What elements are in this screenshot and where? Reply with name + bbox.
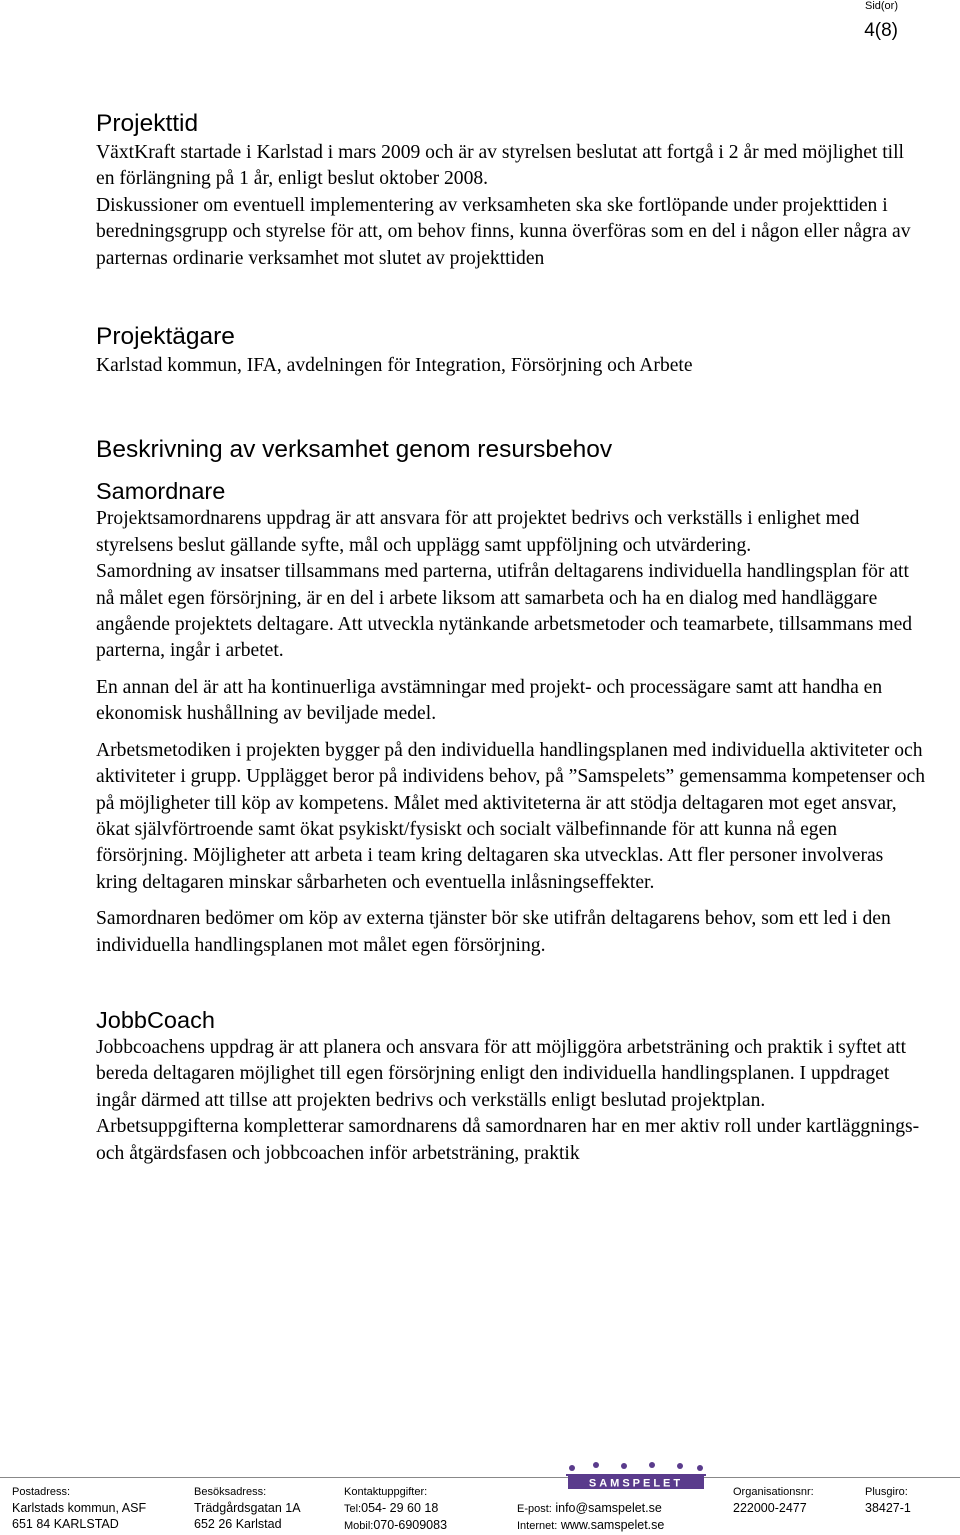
footer-value: 054- 29 60 18 bbox=[361, 1501, 439, 1515]
paragraph: En annan del är att ha kontinuerliga avstämningar med projekt- och processägare samt att handha en ekonomisk hushållning av beviljade medel. bbox=[96, 676, 883, 725]
paragraph: Arbetsmetodiken i projekten bygger på den individuella handlingsplanen med individuella aktiviteter och aktiviteter i grupp. Upplägget beror på individens behov, på ”Samspelets” gemensamma kompetenser och på möjligheter till köp av kompetens. Målet med aktiviteterna är att stödja deltagaren mot eget ansvar, ökat självförtroende samt ökat psykiskt/fysiskt och socialt välbefinnande för att kunna nå egen försörjning. Möjligheter att arbeta i team kring deltagaren ska utvecklas. Att fler personer involveras kring deltagaren minskar sårbarheten och eventuella inlåsningseffekter. bbox=[96, 739, 926, 893]
section-title-projekttid: Projekttid bbox=[96, 110, 199, 137]
svg-text:SAMSPELET: SAMSPELET bbox=[588, 1477, 684, 1490]
footer-email-link[interactable]: info@samspelet.se bbox=[555, 1501, 662, 1515]
paragraph: Projektsamordnarens uppdrag är att ansvara för att projektet bedrivs och verkställs i enlighet med styrelsens beslut gällande syfte, mål och upplägg samt uppföljning och utvärdering. bbox=[96, 508, 860, 556]
paragraph: Arbetsuppgifterna kompletterar samordnarens då samordnaren har en mer aktiv roll under kartläggnings- och åtgärdsfasen och jobbcoachen inför arbetsträning, praktik bbox=[96, 1116, 920, 1164]
footer-value: 651 84 KARLSTAD bbox=[12, 1517, 119, 1531]
paragraph: Karlstad kommun, IFA, avdelningen för Integration, Försörjning och Arbete bbox=[96, 355, 693, 377]
footer-label: Besöksadress: bbox=[194, 1486, 267, 1498]
paragraph: VäxtKraft startade i Karlstad i mars 2009 och är av styrelsen beslutat att fortgå i 2 år med möjlighet till en förlängning på 1 år, enligt beslut oktober 2008. bbox=[96, 142, 905, 190]
footer-org bbox=[733, 1484, 814, 1516]
paragraph: Samordning av insatser tillsammans med parterna, utifrån deltagarens individuella handlingsplan för att nå målet egen försörjning, är en del i arbete liksom att samarbeta och ha en dialog med handläggare angående projektets deltagare. Att utveckla nytänkande arbetsmetoder och teamarbete, tillsammans med parterna, ingår i arbetet. bbox=[96, 561, 913, 662]
footer-label: Kontaktuppgifter: bbox=[344, 1486, 428, 1498]
footer-value: 070-6909083 bbox=[373, 1518, 448, 1532]
footer-value: 38427-1 bbox=[865, 1501, 911, 1515]
footer-label: Mobil: bbox=[344, 1520, 374, 1532]
footer-web bbox=[517, 1500, 664, 1534]
footer-value: Karlstads kommun, ASF bbox=[12, 1501, 147, 1515]
section-title-jobbcoach: JobbCoach bbox=[96, 1006, 215, 1033]
section-title-projektagare: Projektägare bbox=[96, 323, 235, 351]
samspelet-logo bbox=[566, 1460, 706, 1490]
footer-postadress bbox=[12, 1484, 146, 1532]
footer-label: Internet: bbox=[517, 1520, 558, 1532]
footer-kontakt bbox=[344, 1484, 447, 1534]
paragraph: Diskussioner om eventuell implementering av verksamheten ska ske fortlöpande under projekttiden i beredningsgrupp och styrelse för att, om behov finns, kunna överföras som en del i någon eller några av parternas ordinarie verksamhet mot slutet av projekttiden bbox=[96, 194, 911, 269]
footer-value: Trädgårdsgatan 1A bbox=[194, 1501, 301, 1515]
footer-plusgiro bbox=[865, 1484, 911, 1516]
footer-value: 652 26 Karlstad bbox=[194, 1517, 282, 1531]
section-title-samordnare: Samordnare bbox=[96, 478, 226, 505]
footer-divider bbox=[0, 1477, 960, 1478]
footer-label: Plusgiro: bbox=[865, 1486, 908, 1498]
document-body bbox=[96, 108, 926, 1167]
paragraph: Samordnaren bedömer om köp av externa tjänster bör ske utifrån deltagarens behov, som ett led i den individuella handlingsplanen mot målet egen försörjning. bbox=[96, 908, 891, 956]
paragraph: Jobbcoachens uppdrag är att planera och ansvara för att möjliggöra arbetsträning och praktik i syftet att bereda deltagaren möjlighet till egen försörjning enligt den individuella handlingsplanen. I uppdraget ingår därmed att tillse att projekten bedrivs och verkställs enligt beslutad projektplan. bbox=[96, 1036, 907, 1111]
footer-label: Postadress: bbox=[12, 1486, 71, 1498]
section-title-beskrivning: Beskrivning av verksamhet genom resursbehov bbox=[96, 436, 613, 464]
page-number: 4(8) bbox=[864, 20, 898, 41]
footer-label: Organisationsnr: bbox=[733, 1486, 814, 1498]
footer-website-link[interactable]: www.samspelet.se bbox=[560, 1518, 665, 1532]
page-number-label: Sid(or) bbox=[864, 0, 898, 12]
footer-label: Tel: bbox=[344, 1503, 362, 1515]
footer-besoksadress bbox=[194, 1484, 301, 1532]
footer-label: E-post: bbox=[517, 1503, 552, 1515]
footer-value: 222000-2477 bbox=[733, 1501, 807, 1515]
